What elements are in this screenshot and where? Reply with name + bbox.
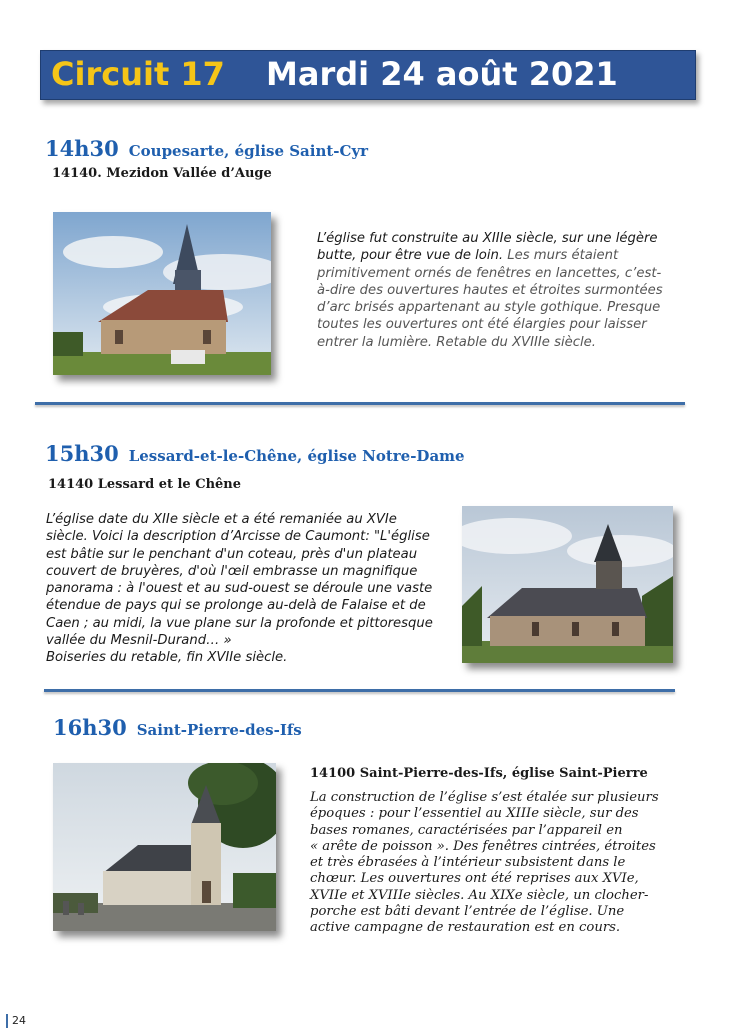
section-1-description: L’église fut construite au XIIIe siècle, sur une légère butte, pour être vue de loin. Les murs étaient primitivement ornés de fenêtres en lancettes, c’est- à-dire des ouvertures hautes et étroites surmontées d’arc brisés appartenant au style gothique. Presque toutes les ouvertures ont été élargies pour laisser entrer la lumière. Retable du XVIIIe siècle.	[317, 231, 663, 350]
section-1-address: 14140. Mezidon Vallée d’Auge	[52, 166, 272, 181]
section-1-title	[45, 136, 368, 161]
section-1-time: 14h30	[45, 136, 119, 161]
date-label: Mardi 24 août 2021	[266, 55, 618, 93]
section-3-address: 14100 Saint-Pierre-des-Ifs, église Saint-Pierre	[310, 766, 648, 781]
section-2-place: Lessard-et-le-Chêne, église Notre-Dame	[128, 447, 465, 465]
title-banner	[40, 50, 696, 100]
section-1-place: Coupesarte, église Saint-Cyr	[128, 142, 369, 160]
section-divider-1	[35, 402, 685, 405]
circuit-label: Circuit 17	[51, 55, 225, 93]
section-divider-2	[44, 689, 675, 692]
section-2-description: L’église date du XIIe siècle et a été remaniée au XVIe siècle. Voici la description d’Arcisse de Caumont: "L'église est bâtie sur le penchant d'un coteau, près d'un plateau couvert de bruyères, d'où l'œil embrasse un magnifique panorama : à l'ouest et au sud-ouest se déroule une vaste étendue de pays qui se prolonge au-delà de Falaise et de Caen ; au midi, la vue plane sur la profonde et pittoresque vallée du Mesnil-Durand… » Boiseries du retable, fin XVIIe siècle.	[46, 512, 433, 666]
section-3-place: Saint-Pierre-des-Ifs	[136, 721, 302, 739]
church-photo-coupesarte	[53, 212, 271, 375]
church-photo-saint-pierre	[53, 763, 276, 931]
section-3-title	[53, 715, 302, 740]
section-2-title	[45, 441, 465, 466]
section-3-time: 16h30	[53, 715, 127, 740]
section-2-address: 14140 Lessard et le Chêne	[48, 477, 242, 492]
section-2-time: 15h30	[45, 441, 119, 466]
church-photo-lessard	[462, 506, 673, 663]
section-3-description: La construction de l’église s’est étalée sur plusieurs époques : pour l’essentiel au XIIIe siècle, sur des bases romanes, caractérisées par l’appareil en « arête de poisson ». Des fenêtres cintrées, étroites et très ébrasées à l’intérieur subsistent dans le chœur. Les ouvertures ont été reprises aux XVIe, XVIIe et XVIIIe siècles. Au XIXe siècle, un clocher- porche est bâti devant l’entrée de l’église. Une active campagne de restauration est en cours.	[310, 790, 659, 936]
page-number: 24	[6, 1014, 26, 1028]
